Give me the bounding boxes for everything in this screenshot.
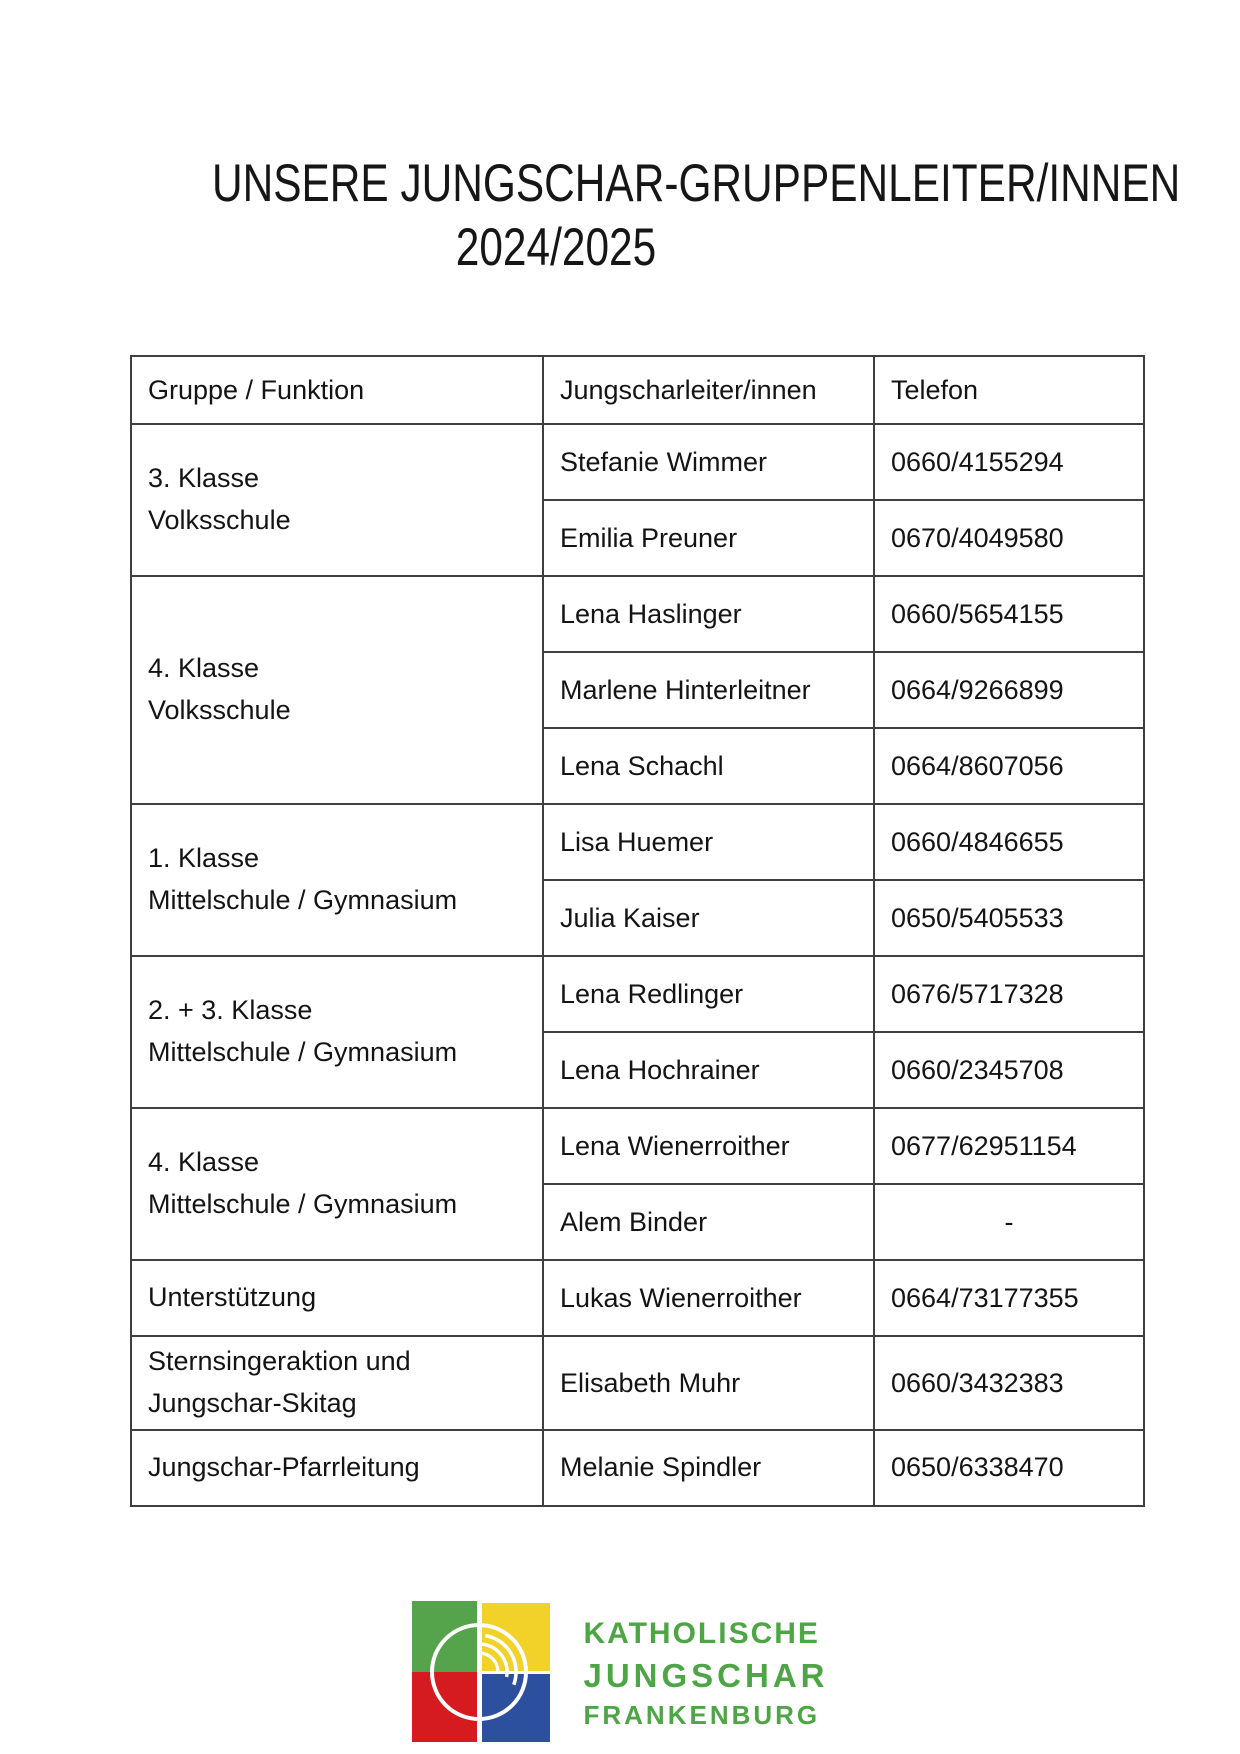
table-cell-phone: 0660/5654155 [874,576,1144,652]
table-cell-leader-name: Marlene Hinterleitner [543,652,874,728]
table-cell-leader-name: Alem Binder [543,1184,874,1260]
table-row [131,576,1144,652]
table-header-row [131,356,1144,424]
logo-text-frankenburg: FRANKENBURG [583,1700,821,1731]
table-cell-leader-name: Stefanie Wimmer [543,424,874,500]
table-cell-phone: 0660/2345708 [874,1032,1144,1108]
table-cell-leader-name: Melanie Spindler [543,1430,874,1506]
table-cell-group: Jungschar-Pfarrleitung [131,1430,543,1506]
page-title-line-1: UNSERE JUNGSCHAR-GRUPPENLEITER/INNEN [212,154,1181,213]
table-cell-leader-name: Lukas Wienerroither [543,1260,874,1336]
table-cell-leader-name: Lena Schachl [543,728,874,804]
table-cell-phone: 0660/3432383 [874,1336,1144,1430]
jungschar-logo [0,1601,1240,1747]
table-cell-phone: 0676/5717328 [874,956,1144,1032]
logo-text-katholische: KATHOLISCHE [583,1617,820,1651]
table-cell-phone: 0677/62951154 [874,1108,1144,1184]
table-row [131,804,1144,880]
table-cell-phone: 0670/4049580 [874,500,1144,576]
table-cell-phone: 0650/5405533 [874,880,1144,956]
table-row [131,1430,1144,1506]
table-cell-phone: 0650/6338470 [874,1430,1144,1506]
header-telefon: Telefon [874,356,1144,424]
table-row [131,1336,1144,1430]
page-title-line-2: 2024/2025 [455,217,657,277]
table-cell-phone: 0664/8607056 [874,728,1144,804]
table-row [131,424,1144,500]
title-block [126,0,1181,279]
table-row [131,1108,1144,1184]
header-gruppe-funktion: Gruppe / Funktion [131,356,543,424]
table-cell-leader-name: Lena Redlinger [543,956,874,1032]
table-cell-group: 4. Klasse Mittelschule / Gymnasium [131,1108,543,1260]
table-cell-phone: 0660/4155294 [874,424,1144,500]
table-cell-group: 1. Klasse Mittelschule / Gymnasium [131,804,543,956]
leaders-table [130,355,1145,1507]
table-cell-group: 2. + 3. Klasse Mittelschule / Gymnasium [131,956,543,1108]
logo-text-jungschar: JUNGSCHAR [583,1657,829,1695]
header-jungscharleiter: Jungscharleiter/innen [543,356,874,424]
table-cell-leader-name: Elisabeth Muhr [543,1336,874,1430]
table-cell-phone: 0664/9266899 [874,652,1144,728]
logo-wordmark [583,1617,829,1731]
table-cell-phone: 0664/73177355 [874,1260,1144,1336]
table-cell-leader-name: Lena Wienerroither [543,1108,874,1184]
table-cell-group: Unterstützung [131,1260,543,1336]
table-row [131,956,1144,1032]
table-cell-leader-name: Julia Kaiser [543,880,874,956]
table-row [131,1260,1144,1336]
logo-square-red [412,1672,477,1742]
table-cell-phone: - [874,1184,1144,1260]
table-cell-group: Sternsingeraktion und Jungschar-Skitag [131,1336,543,1430]
logo-square-blue [482,1674,550,1742]
table-cell-leader-name: Lisa Huemer [543,804,874,880]
table-cell-leader-name: Lena Haslinger [543,576,874,652]
logo-square-green [412,1601,477,1672]
table-body [131,424,1144,1506]
table-cell-phone: 0660/4846655 [874,804,1144,880]
table-cell-leader-name: Lena Hochrainer [543,1032,874,1108]
jungschar-logo-icon [411,1601,557,1747]
table-cell-group: 3. Klasse Volksschule [131,424,543,576]
table-cell-group: 4. Klasse Volksschule [131,576,543,804]
table-cell-leader-name: Emilia Preuner [543,500,874,576]
